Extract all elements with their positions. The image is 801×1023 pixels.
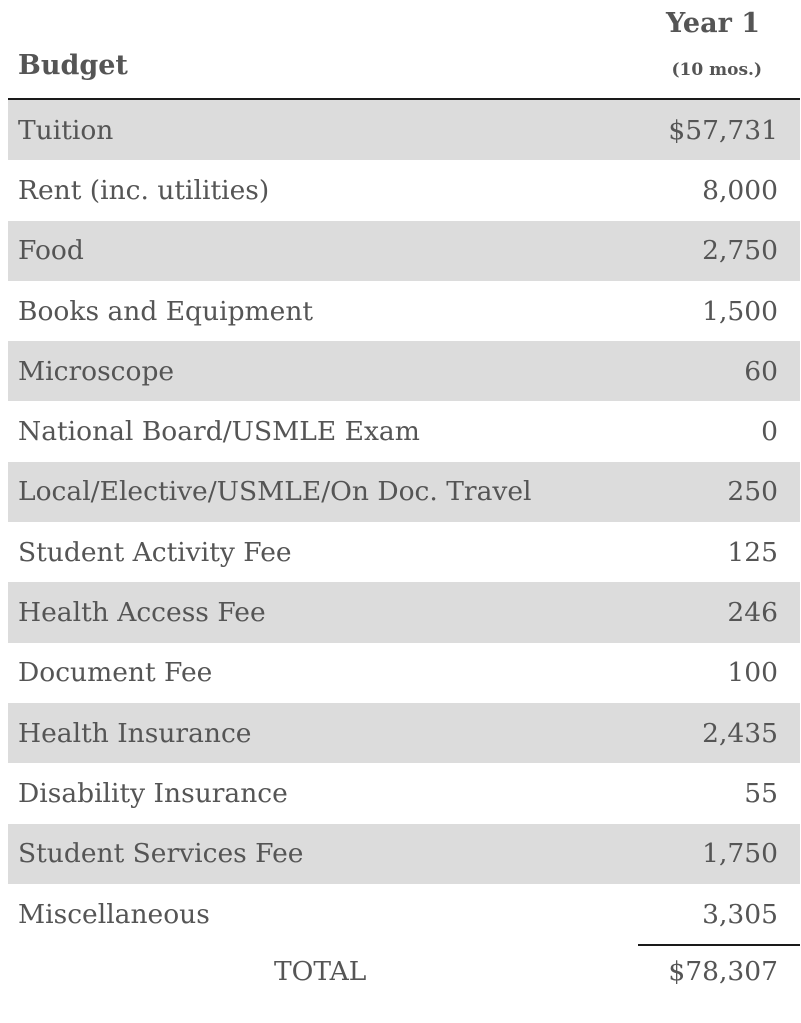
table-header <box>8 0 800 100</box>
row-label: Miscellaneous <box>18 898 210 930</box>
table-row <box>8 643 800 703</box>
table-row <box>8 100 800 160</box>
row-amount: 1,750 <box>702 838 778 870</box>
row-label: Rent (inc. utilities) <box>18 174 270 206</box>
total-row <box>8 944 800 1004</box>
row-amount: 125 <box>727 536 778 568</box>
row-amount: 250 <box>727 476 778 508</box>
table-row <box>8 462 800 522</box>
row-amount: 2,750 <box>702 235 778 267</box>
row-label: Health Insurance <box>18 717 252 749</box>
total-amount: $78,307 <box>668 956 778 988</box>
row-label: Document Fee <box>18 657 213 689</box>
table-row <box>8 221 800 281</box>
table-row <box>8 884 800 944</box>
row-label: Disability Insurance <box>18 777 288 809</box>
budget-heading: Budget <box>18 50 128 81</box>
table-row <box>8 401 800 461</box>
row-label: Microscope <box>18 355 175 387</box>
row-label: National Board/USMLE Exam <box>18 416 420 448</box>
row-label: Food <box>18 235 84 267</box>
table-row <box>8 281 800 341</box>
row-amount: $57,731 <box>668 114 778 146</box>
table-row <box>8 824 800 884</box>
row-amount: 0 <box>761 416 778 448</box>
year-column-heading: Year 1 <box>665 8 760 39</box>
budget-table <box>8 0 800 1004</box>
row-label: Health Access Fee <box>18 597 266 629</box>
row-label: Student Services Fee <box>18 838 304 870</box>
row-label: Student Activity Fee <box>18 536 292 568</box>
row-amount: 60 <box>744 355 778 387</box>
row-amount: 8,000 <box>702 174 778 206</box>
row-amount: 3,305 <box>702 898 778 930</box>
table-row <box>8 522 800 582</box>
row-amount: 246 <box>727 597 778 629</box>
period-column-subheading: (10 mos.) <box>671 60 762 80</box>
table-row <box>8 703 800 763</box>
budget-rows <box>8 100 800 944</box>
table-row <box>8 160 800 220</box>
table-row <box>8 341 800 401</box>
row-amount: 55 <box>744 777 778 809</box>
total-label: TOTAL <box>274 956 367 988</box>
row-label: Books and Equipment <box>18 295 314 327</box>
table-row <box>8 582 800 642</box>
row-label: Tuition <box>18 114 114 146</box>
total-divider <box>638 944 800 946</box>
row-amount: 1,500 <box>702 295 778 327</box>
row-label: Local/Elective/USMLE/On Doc. Travel <box>18 476 532 508</box>
row-amount: 2,435 <box>702 717 778 749</box>
row-amount: 100 <box>727 657 778 689</box>
table-row <box>8 763 800 823</box>
